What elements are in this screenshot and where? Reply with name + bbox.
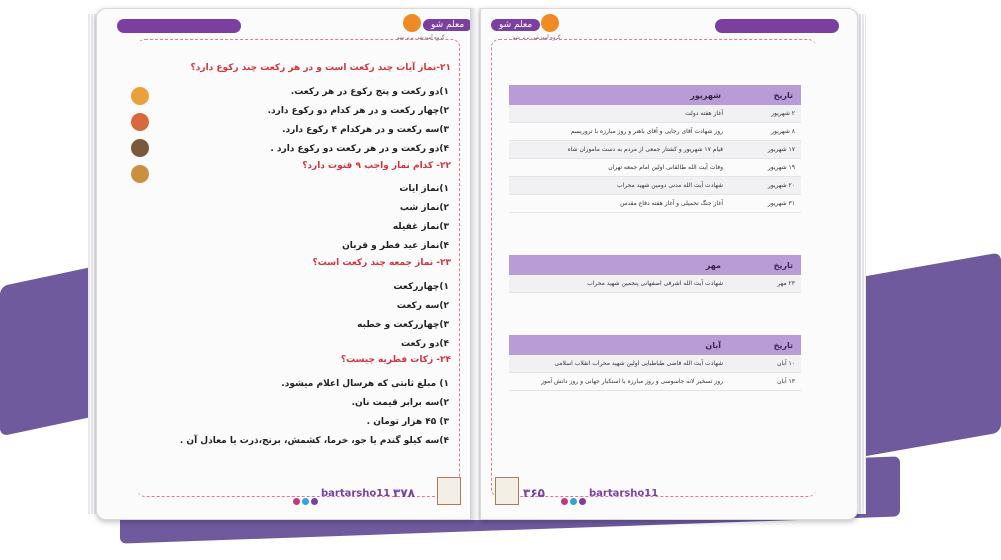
row-event: روز تسخیر لانه جاسوسی و روز مبارزه با استکبار جهانی و روز دانش آموز [509, 373, 729, 391]
row-event: شهادت آیت الله قاضی طباطبایی اولین شهید محراب انقلاب اسلامی [509, 355, 729, 373]
table-mehr [509, 255, 801, 293]
table-row [509, 159, 801, 177]
option: ۲)چهار رکعت و در هر کدام دو رکوع دارد. [267, 106, 449, 116]
table-row [509, 123, 801, 141]
row-date: ۱۷ شهریور [729, 141, 801, 159]
option: ۳) ۴۵ هزار تومان . [366, 417, 449, 427]
table-row [509, 141, 801, 159]
trophy-icon [131, 139, 149, 157]
table-row [509, 275, 801, 293]
brand-logo-icon [403, 14, 421, 32]
option: ۴)دو رکعت [401, 339, 449, 349]
team-icon [131, 165, 149, 183]
newspaper-icon [437, 477, 461, 505]
option: ۳)سه رکعت و در هرکدام ۴ رکوع دارد. [282, 125, 449, 135]
option: ۴)دو رکعت و در هر رکعت دو رکوع دارد . [270, 144, 449, 154]
table-row [509, 177, 801, 195]
header-bar-right [715, 19, 839, 33]
row-event: روز شهادت آقای رجایی و آقای باهنر و روز مبارزه با تروریسم [509, 123, 729, 141]
brand-subtitle-right: گروه آموزشی برتر شو [513, 35, 561, 41]
option: ۲)سه برابر قیمت نان. [351, 398, 449, 408]
brand-subtitle: گروه آموزشی برتر شو [397, 35, 445, 41]
row-date: ۲۰ شهریور [729, 177, 801, 195]
table-shahrivar [509, 85, 801, 213]
page-number: ۳۷۸ [393, 486, 415, 500]
row-date: ۱۳ آبان [729, 373, 801, 391]
row-date: ۲۳ مهر [729, 275, 801, 293]
option: ۲)سه رکعت [396, 301, 449, 311]
table-row [509, 105, 801, 123]
table-row [509, 355, 801, 373]
brand-label-right: معلم شو [491, 19, 540, 31]
open-book [96, 8, 864, 523]
footer-site: bartarsho11 [589, 488, 659, 499]
row-date: ۲ شهریور [729, 105, 801, 123]
question-23: ۲۳- نماز جمعه چند رکعت است؟ [312, 258, 451, 268]
left-page [96, 8, 474, 520]
option: ۳)چهاررکعت و خطبه [357, 320, 449, 330]
question-21: ۲۱-نماز آیات چند رکعت است و در هر رکعت چند رکوع دارد؟ [190, 63, 451, 73]
option: ۱) مبلغ ثابتی که هرسال اعلام میشود. [281, 379, 449, 389]
teacher-icon [131, 87, 149, 105]
right-page [480, 8, 858, 520]
question-22: ۲۲- کدام نماز واجب ۹ قنوت دارد؟ [302, 161, 451, 171]
col-month: شهریور [509, 85, 729, 105]
header-bar-left [117, 19, 241, 33]
side-icons [131, 87, 149, 191]
col-date: تاریخ [729, 255, 801, 275]
telegram-icon [570, 498, 577, 505]
table-row [509, 195, 801, 213]
row-event: قیام ۱۷ شهریور و کشتار جمعی از مردم به دست ماموران شاه [509, 141, 729, 159]
footer-site: bartarsho11 [321, 488, 391, 499]
col-month: مهر [509, 255, 729, 275]
table-row [509, 373, 801, 391]
option: ۱)دو رکعت و پنج رکوع در هر رکعت. [290, 87, 449, 97]
col-date: تاریخ [729, 335, 801, 355]
row-event: آغاز هفته دولت [509, 105, 729, 123]
brand-label: معلم شو [423, 19, 472, 31]
instagram-icon [561, 498, 568, 505]
aparat-icon [579, 498, 586, 505]
instagram-icon [293, 498, 300, 505]
students-icon [131, 113, 149, 131]
row-event: شهادت آیت الله اشرفی اصفهانی پنجمین شهید محراب [509, 275, 729, 293]
telegram-icon [302, 498, 309, 505]
row-date: ۳۱ شهریور [729, 195, 801, 213]
option: ۱)چهاررکعت [393, 282, 449, 292]
page-number: ۳۶۵ [523, 486, 545, 500]
col-date: تاریخ [729, 85, 801, 105]
row-date: ۱۹ شهریور [729, 159, 801, 177]
option: ۱)نماز ایات [399, 184, 449, 194]
option: ۳)نماز غفیله [392, 222, 449, 232]
question-24: ۲۴- زکات فطریه چیست؟ [340, 355, 451, 365]
row-date: ۱۰ آبان [729, 355, 801, 373]
option: ۴)نماز عید فطر و قربان [342, 241, 449, 251]
newspaper-icon [495, 477, 519, 505]
table-aban [509, 335, 801, 391]
col-month: آبان [509, 335, 729, 355]
row-event: وفات آیت الله طالقانی اولین امام جمعه تهران [509, 159, 729, 177]
social-icons [293, 490, 320, 509]
aparat-icon [311, 498, 318, 505]
row-event: شهادت آیت الله مدنی دومین شهید محراب [509, 177, 729, 195]
option: ۲)نماز شب [399, 203, 449, 213]
social-icons [561, 490, 588, 509]
brand-logo-icon [541, 14, 559, 32]
option: ۴)سه کیلو گندم یا جو، خرما، کشمش، برنج،ذرت یا معادل آن . [179, 436, 449, 446]
row-event: آغاز جنگ تحمیلی و آغاز هفته دفاع مقدس [509, 195, 729, 213]
row-date: ۸ شهریور [729, 123, 801, 141]
